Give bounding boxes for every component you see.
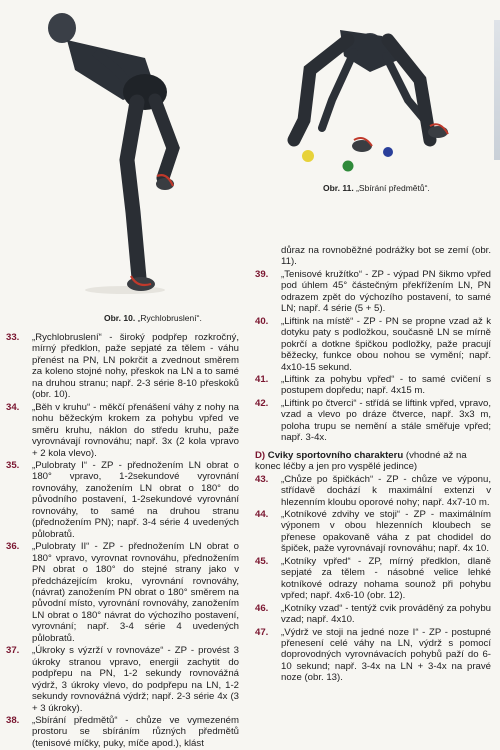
section-note: (vhodné až na konec léčby a jen pro vyspělé jedince) [255,449,467,473]
exercise-text: „Pulobraty II“ - ZP - přednožením LN obrat o 180° vpravo, vyrovnat rovnováhu, přednožením PN obrat o 180° do stejné strany jako v předcházejícím kroku, vyrovnání rovnováhy, (návrat) zanožením PN obrat o 180° směrem na původní místo, vyrovnání rovnováhy, zanožením LN obrat o 180° návrat do výchozího postavení, vyrovnání; např. 3-4 série 4 uvedených půlobratů. [32,541,239,644]
exercise-item [255,556,491,602]
exercise-number: 45. [255,555,269,567]
exercise-item [6,645,239,714]
figure-rychlobrusleni [5,0,245,300]
exercise-text: „Sbírání předmětů“ - chůze ve vymezeném prostoru se sbíráním různých předmětů (tenisové míčky, puky, míče apod.), klást [32,714,239,749]
exercise-number: 33. [6,332,20,343]
exercise-number: 38. [6,714,20,726]
exercise-item [255,627,491,684]
exercise-text: „Liftink na místě“ - ZP - PN se propne vzad až k dotyku paty s podložkou, současně LN se mírně pokrčí a dotkne špičkou podložky, paže pracují běžecky, funkce obou nohou se vymění; např. 4x10-15 sekund. [281,315,491,373]
exercise-item [255,374,491,397]
figure-11-number: Obr. 11. [323,183,354,193]
figure-10-number: Obr. 10. [104,313,136,323]
exercise-text: „Liftink po čtverci“ - střídá se liftink vpřed, vpravo, vzad a vlevo po dráze čtverce, např. 3x3 m, poloha trupu se nemění a stále směřuje vpřed; např. 3-4x. [281,397,491,444]
exercise-number: 44. [255,508,269,520]
exercise-item [6,541,239,644]
exercise-number: 41. [255,373,269,385]
figure-11-title: „Sbírání předmětů“. [356,183,430,193]
exercise-text: „Pulobraty I“ - ZP - přednožením LN obrat o 180° vpravo, 1-2sekundové vyrovnání rovnováhy, zanožením LN obrat o 180° do původního postavení, 1-2sekundové vyrovnání rovnováhy, to samé na druhou stranu (přednožením PN); např. 3-4 série 4 uvedených půlobratů. [32,459,239,540]
exercise-number: 39. [255,268,269,280]
exercise-item [6,402,239,459]
figure-sbirani-predmetu [270,0,470,175]
exercise-number: 37. [6,645,20,657]
figure-rychlobrusleni-photo [5,0,245,300]
exercise-item [255,603,491,626]
figure-11-caption [323,183,430,193]
exercise-item [255,398,491,444]
exercise-number: 36. [6,541,20,553]
figure-10-title: „Rychlobruslení“. [137,313,202,323]
exercise-text: „Běh v kruhu“ - měkčí přenášení váhy z nohy na nohu běžeckým krokem za pohybu vpřed ve směru kruhu, náklon do středu kruhu, paže vyrovnávají rovnováhu; např. 3x (2 kola vpravo + 2 kola vlevo). [32,401,239,459]
section-label: D) [255,449,266,461]
exercise-number: 46. [255,602,269,614]
figure-10-caption [104,313,202,323]
exercise-text: „Výdrž ve stoji na jedné noze I“ - ZP - postupné přenesení celé váhy na LN, výdrž s pomocí doprovodných vyrovnávacích pohybů paží do 6-10 sekund; např. 3-4x na LN + 3-4x na pravé noze (obr. 13). [281,626,491,684]
exercise-item [6,332,239,401]
exercise-number: 47. [255,626,269,638]
exercise-text: „Kotníky vzad“ - tentýž cvik prováděný za pohybu vzad; např. 4x10. [281,602,491,626]
exercise-text: „Rychlobruslení“ - široký podpřep rozkročný, mírný předklon, paže sepjaté za tělem - váhu přenést na PN, LN pokrčit a zvednout směrem za koleno stojné nohy, přeskok na LN a to samé na druhou stranu; např. 2-3 série 8-10 přeskoků (obr. 10). [32,332,239,401]
exercise-text: „Liftink za pohybu vpřed“ - to samé cvičení s postupem dopředu; např. 4x15 m. [281,373,491,397]
section-heading [255,450,491,473]
exercise-item [6,715,239,749]
exercise-text: „Chůze po špičkách“ - ZP - chůze ve výponu, střídavě dochází k maximální extenzi v hlezenním kloubu oporové nohy; např. 4x7-10 m. [281,473,491,508]
exercise-continuation: důraz na rovnoběžné podrážky bot se zemí (obr. 11). [281,245,491,268]
exercise-item [6,460,239,540]
exercise-number: 35. [6,459,20,471]
exercise-item [255,269,491,315]
left-column [6,332,239,750]
exercise-number: 40. [255,315,269,327]
section-title: Cviky sportovního charakteru [267,449,404,461]
page-edge-stripe [494,20,500,160]
exercise-number: 43. [255,473,269,485]
exercise-number: 34. [6,401,20,413]
exercise-number: 42. [255,397,269,409]
exercise-item [255,316,491,373]
exercise-item [255,474,491,508]
exercise-text: „Kotníky vpřed“ - ZP, mírný předklon, dlaně sepjaté za tělem - násobné velice lehké kotníkové odrazy nohama sounož při pohybu vpřed; např. 4x6-10 (obr. 12). [281,555,491,602]
exercise-item [255,509,491,555]
exercise-text: „Kotníkové zdvihy ve stoji“ - ZP - maximálním výponem v obou hlezenních kloubech se přenese opakovaně váha z pat chodidel do špiček, paže vyrovnávají rovnováhu; např. 4x 10. [281,508,491,555]
figure-sbirani-predmetu-photo [270,0,470,175]
right-column [255,245,491,685]
exercise-text: „Tenisové kružítko“ - ZP - výpad PN šikmo vpřed pod úhlem 45° částečným překřížením LN, PN odrazem zpět do výchozího postavení, to samé LN; např. 4 série (5 + 5). [281,268,491,315]
exercise-text: „Úkroky s výzrží v rovnováze“ - ZP - provést 3 úkroky stranou vpravo, energii zachytit do podpřepu na PN, 1-2 sekundy rovnovážná výdrž, 3 úkroky vlevo, do podpřepu na LN, 1-2 sekundy rovnovážná výdrž; např. 2-3 série 4x (3 + 3 úkroky). [32,645,239,714]
